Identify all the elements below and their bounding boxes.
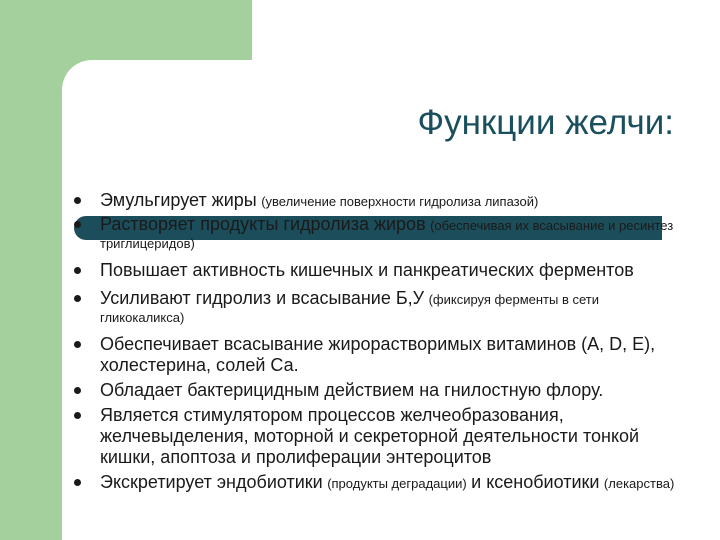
bullet-icon	[74, 479, 81, 486]
item-main: Обеспечивает всасывание жирорастворимых витаминов (А, D, Е), холестерина, солей Са.	[100, 334, 656, 375]
item-main: Эмульгирует жиры	[100, 190, 257, 210]
list-item	[70, 190, 680, 211]
item-note: (продукты деградации)	[327, 476, 467, 491]
item-note-second: (лекарства)	[603, 476, 675, 491]
slide-title: Функции желчи:	[417, 103, 674, 142]
item-main: Экскретирует эндобиотики	[100, 472, 323, 492]
item-main-continued: и ксенобиотики	[471, 472, 600, 492]
bullet-icon	[74, 412, 81, 419]
list-item	[70, 380, 680, 401]
item-note: (увеличение поверхности гидролиза липазой)	[261, 194, 539, 209]
bullet-list	[70, 190, 680, 493]
bullet-icon	[74, 387, 81, 394]
list-item	[70, 334, 680, 376]
list-item	[70, 472, 680, 493]
list-item	[70, 405, 680, 468]
item-main: Растворяет продукты гидролиза жиров	[100, 214, 426, 234]
item-main: Усиливают гидролиз и всасывание Б,У	[100, 288, 425, 308]
item-note: (фиксируя ферменты в сети гликокаликса)	[100, 292, 599, 325]
bullet-icon	[74, 295, 81, 302]
list-item	[70, 214, 680, 253]
bullet-icon	[74, 197, 81, 204]
list-item	[70, 260, 680, 281]
list-item	[70, 288, 680, 327]
item-main: Обладает бактерицидным действием на гнилостную флору.	[100, 380, 604, 400]
item-main: Является стимулятором процессов желчеобразования, желчевыделения, моторной и секреторной деятельности тонкой кишки, апоптоза и пролиферации энтероцитов	[100, 405, 640, 467]
item-note: (обеспечивая их всасывание и ресинтез триглицеридов)	[100, 218, 674, 251]
bullet-icon	[74, 221, 81, 228]
bullet-icon	[74, 341, 81, 348]
item-main: Повышает активность кишечных и панкреатических ферментов	[100, 260, 634, 280]
bullet-icon	[74, 267, 81, 274]
